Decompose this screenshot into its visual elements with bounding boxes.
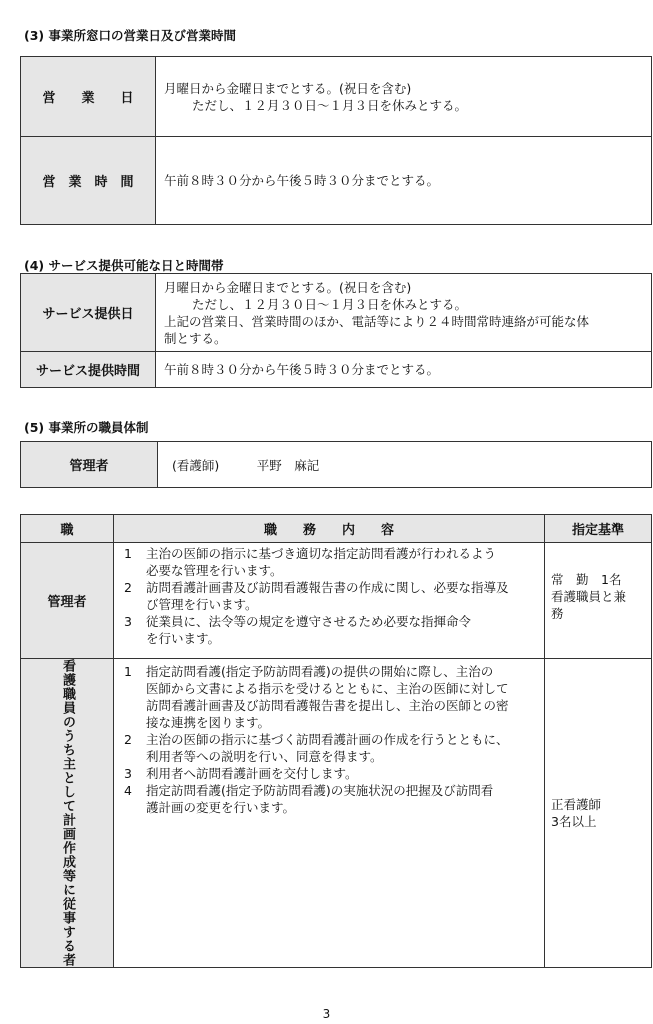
text-line: び管理を行います。 (146, 597, 258, 612)
text-line: 主治の医師の指示に基づき適切な指定訪問看護が行われるよう (146, 546, 497, 561)
manager-label: 管理者 (21, 442, 158, 488)
text-line: 利用者へ訪問看護計画を交付します。 (146, 766, 358, 781)
text-line: 護計画の変更を行います。 (146, 800, 296, 815)
text-line: 看護職員と兼 (551, 589, 627, 604)
item-number: 1 (124, 546, 132, 561)
planning-standard (545, 659, 652, 968)
item-number: 2 (124, 732, 132, 747)
role-planning-nurse-label: 看護職員のうち主として計画作成等に従事する者 (60, 659, 75, 967)
text-line: 常 勤 1名 (551, 572, 622, 587)
text-line: 指定訪問看護(指定予防訪問看護)の実施状況の把握及び訪問看 (146, 783, 494, 798)
text-line: 務 (551, 606, 564, 621)
item-number: 3 (124, 766, 132, 781)
item-number: 2 (124, 580, 132, 595)
text-line: 訪問看護計画書及び訪問看護報告書の作成に関し、必要な指導及 (146, 580, 509, 595)
text-line: 午前８時３０分から午後５時３０分までとする。 (164, 173, 440, 188)
text-line: 午前８時３０分から午後５時３０分までとする。 (164, 362, 440, 377)
header-standard: 指定基準 (545, 515, 652, 543)
list-item (120, 545, 538, 579)
text-line: ただし、１２月３０日～１月３日を休みとする。 (192, 296, 468, 312)
service-days-value (156, 274, 652, 352)
page-number: 3 (322, 1007, 331, 1021)
text-line: 月曜日から金曜日までとする。(祝日を含む) (164, 279, 412, 295)
manager-table (20, 441, 652, 488)
manager-standard (545, 543, 652, 659)
text-line: 指定訪問看護(指定予防訪問看護)の提供の開始に際し、主治の (146, 664, 494, 679)
manager-value: (看護師) 平野 麻記 (158, 442, 652, 488)
list-item (120, 613, 538, 647)
service-time-label: サービス提供時間 (21, 352, 156, 388)
list-item (120, 731, 538, 765)
list-item (120, 663, 538, 731)
list-item (120, 579, 538, 613)
list-item (120, 765, 538, 782)
section-3-heading: (3) 事業所窓口の営業日及び営業時間 (24, 28, 236, 43)
item-number: 1 (124, 664, 132, 679)
text-line: 医師から文書による指示を受けるとともに、主治の医師に対して (146, 681, 509, 696)
manager-duties (114, 543, 545, 659)
section-5-heading: (5) 事業所の職員体制 (24, 420, 149, 435)
text-line: ただし、１２月３０日～１月３日を休みとする。 (192, 97, 468, 113)
service-time-value (156, 352, 652, 388)
text-line: 利用者等への説明を行い、同意を得ます。 (146, 749, 383, 764)
staff-duties-table (20, 514, 652, 968)
item-number: 4 (124, 783, 132, 798)
business-hours-value (156, 137, 652, 225)
role-planning-nurse (21, 659, 114, 968)
text-line: 訪問看護計画書及び訪問看護報告書を提出し、主治の医師との密 (146, 698, 509, 713)
header-duties: 職 務 内 容 (114, 515, 545, 543)
text-line: 月曜日から金曜日までとする。(祝日を含む) (164, 80, 412, 96)
text-line: 従業員に、法令等の規定を遵守させるため必要な指揮命令 (146, 614, 472, 629)
planning-duties (114, 659, 545, 968)
item-number: 3 (124, 614, 132, 629)
text-line: 3名以上 (551, 814, 597, 829)
text-line: を行います。 (146, 631, 221, 646)
service-hours-table (20, 273, 652, 388)
text-line: 正看護師 (551, 797, 602, 812)
text-line: 接な連携を図ります。 (146, 715, 271, 730)
role-manager: 管理者 (21, 543, 114, 659)
list-item (120, 782, 538, 816)
business-hours-table (20, 56, 652, 225)
service-days-label: サービス提供日 (21, 274, 156, 352)
text-line: 必要な管理を行います。 (146, 563, 283, 578)
header-role: 職 (21, 515, 114, 543)
section-4-heading: (4) サービス提供可能な日と時間帯 (24, 258, 224, 273)
business-days-label: 営 業 日 (21, 57, 156, 137)
text-line: 上記の営業日、営業時間のほか、電話等により２４時間常時連絡が可能な体 (164, 313, 590, 329)
text-line: 制とする。 (164, 330, 227, 346)
text-line: 主治の医師の指示に基づく訪問看護計画の作成を行うとともに、 (146, 732, 509, 747)
business-hours-label: 営 業 時 間 (21, 137, 156, 225)
business-days-value (156, 57, 652, 137)
